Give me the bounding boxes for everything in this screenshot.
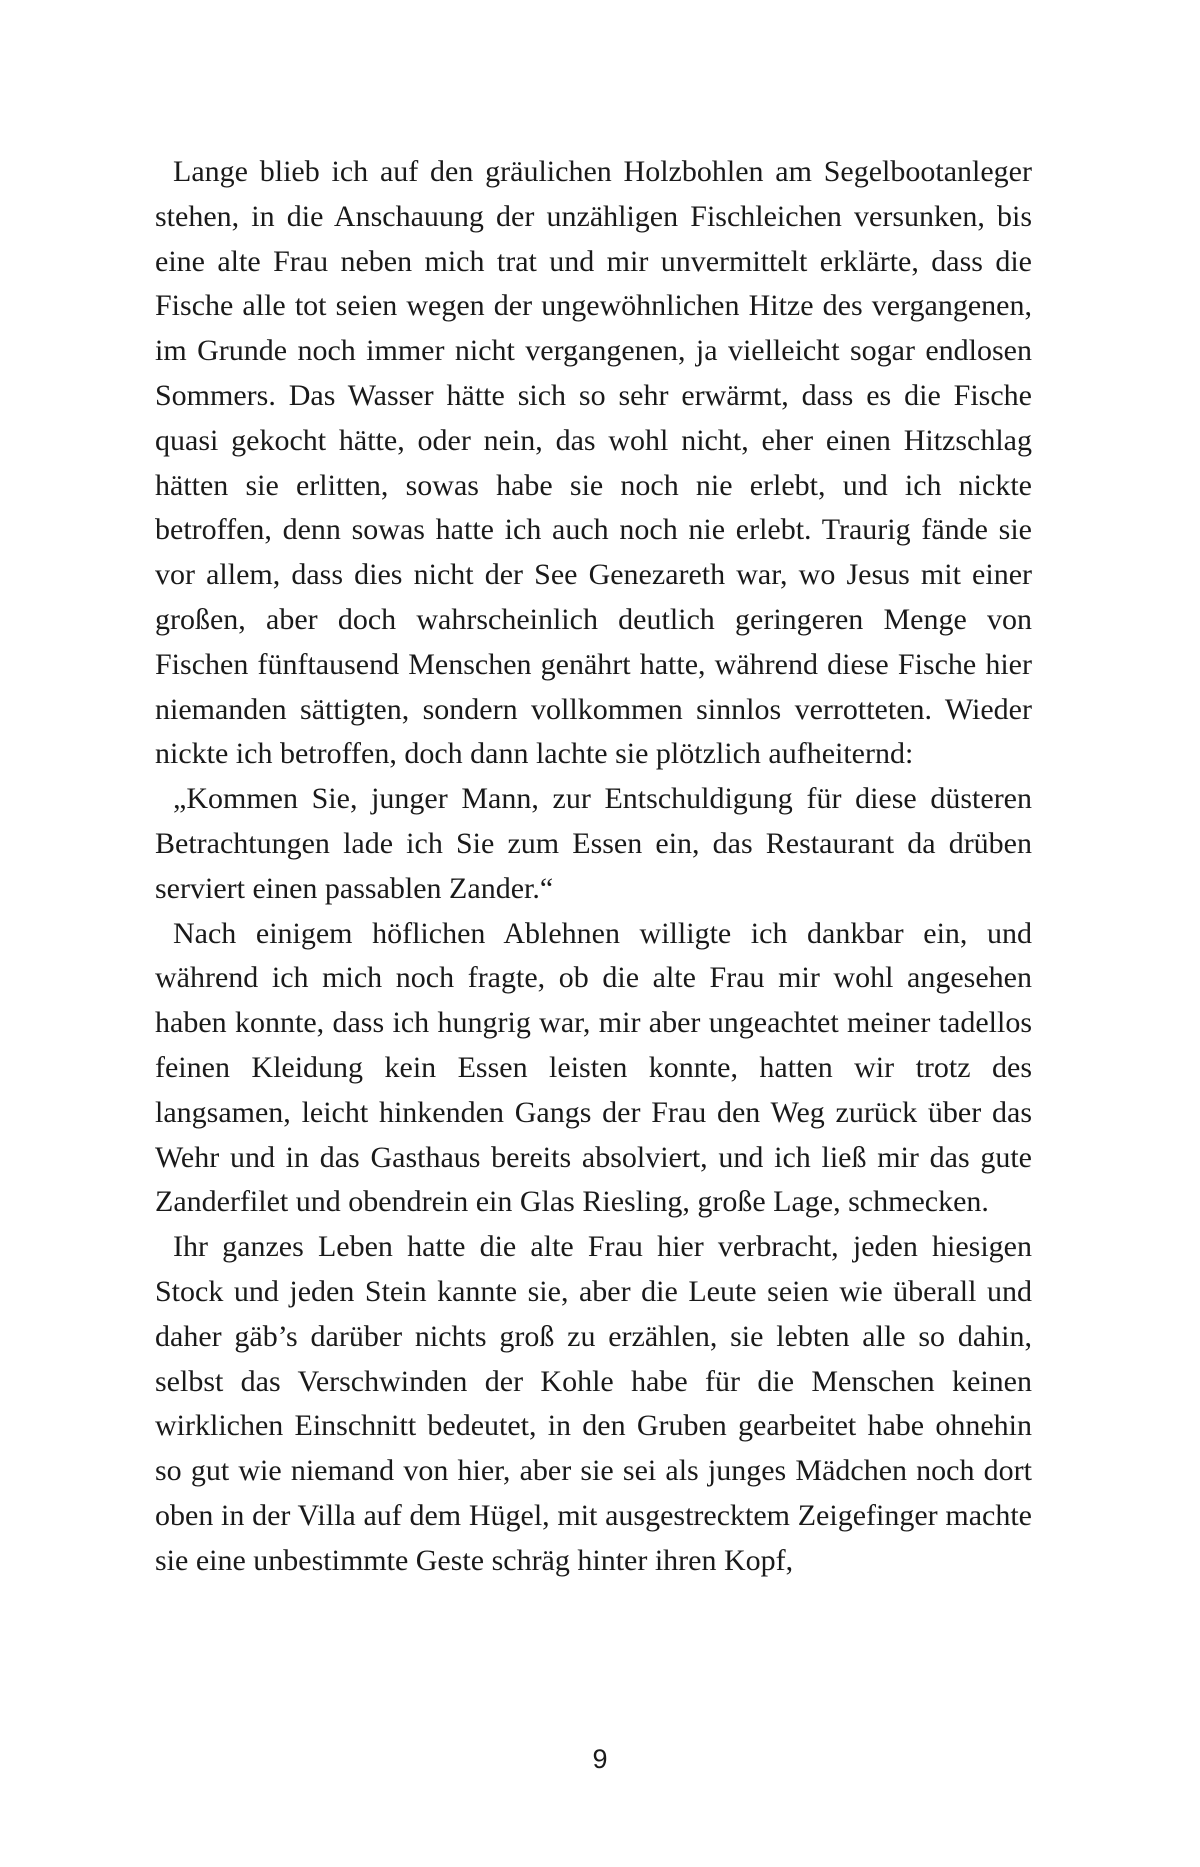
paragraph-4: Ihr ganzes Leben hatte die alte Frau hier verbracht, jeden hiesigen Stock und jeden Stein kannte sie, aber die Leute seien wie überall und daher gäb’s darüber nichts groß zu erzählen, sie lebten alle so dahin, selbst das Verschwinden der Kohle habe für die Menschen keinen wirklichen Einschnitt bedeutet, in den Gruben gearbeitet habe ohnehin so gut wie niemand von hier, aber sie sei als junges Mädchen noch dort oben in der Villa auf dem Hügel, mit ausgestrecktem Zeigefinger machte sie eine unbestimmte Geste schräg hinter ihren Kopf, [155, 1230, 1032, 1577]
paragraph-1: Lange blieb ich auf den gräulichen Holzbohlen am Segelbootanleger stehen, in die Anschauung der unzähligen Fischleichen versunken, bis eine alte Frau neben mich trat und mir unvermittelt erklärte, dass die Fische alle tot seien wegen der ungewöhnlichen Hitze des vergangenen, im Grunde noch immer nicht vergangenen, ja vielleicht sogar endlosen Sommers. Das Wasser hätte sich so sehr erwärmt, dass es die Fische quasi gekocht hätte, oder nein, das wohl nicht, eher einen Hitzschlag hätten sie erlitten, sowas habe sie noch nie erlebt, und ich nickte betroffen, denn sowas hatte ich auch noch nie erlebt. Traurig fände sie vor allem, dass dies nicht der See Genezareth war, wo Jesus mit einer großen, aber doch wahrscheinlich deutlich geringeren Menge von Fischen fünftausend Menschen genährt hatte, während diese Fische hier niemanden sättigten, sondern vollkommen sinnlos verrotteten. Wieder nickte ich betroffen, doch dann lachte sie plötzlich aufheiternd: [155, 155, 1032, 771]
paragraph-2: „Kommen Sie, junger Mann, zur Entschuldigung für diese düsteren Betrachtungen lade ich Sie zum Essen ein, das Restaurant da drüben serviert einen passablen Zander.“ [155, 782, 1032, 905]
paragraph-3: Nach einigem höflichen Ablehnen willigte ich dankbar ein, und während ich mich noch fragte, ob die alte Frau mir wohl angesehen haben konnte, dass ich hungrig war, mir aber ungeachtet meiner tadellos feinen Kleidung kein Essen leisten konnte, hatten wir trotz des langsamen, leicht hinkenden Gangs der Frau den Weg zurück über das Wehr und in das Gasthaus bereits absolviert, und ich ließ mir das gute Zanderfilet und obendrein ein Glas Riesling, große Lage, schmecken. [155, 916, 1032, 1219]
page-number: 9 [592, 1744, 608, 1774]
body-text [155, 150, 1032, 1584]
